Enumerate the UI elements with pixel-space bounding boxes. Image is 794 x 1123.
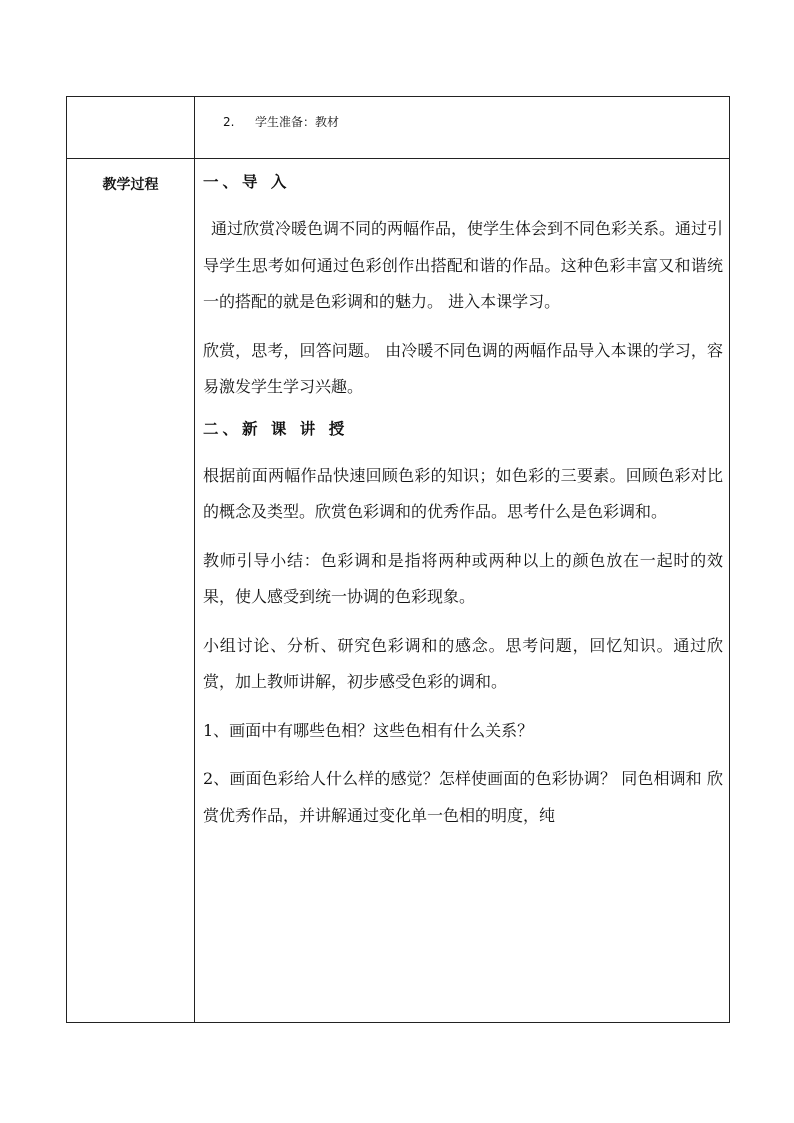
table-cell-prep [195,97,730,159]
prep-item-number: 2. [223,115,235,129]
table-cell-empty [67,97,195,159]
student-prep-line [223,113,729,130]
new-lesson-paragraph-3: 小组讨论、分析、研究色彩调和的感念。思考问题，回忆知识。通过欣赏，加上教师讲解，初步感受色彩的调和。 [203,635,723,691]
new-lesson-heading: 二、新 课 讲 授 [203,419,349,438]
intro-paragraph-1: 通过欣赏冷暖色调不同的两幅作品，使学生体会到不同色彩关系。通过引导学生思考如何通过色彩创作出搭配和谐的作品。这种色彩丰富又和谐统一的搭配的就是色彩调和的魅力。 进入本课学习。 [203,219,724,311]
question-1: 1、画面中有哪些色相？这些色相有什么关系？ [203,720,534,740]
lesson-plan-table [66,96,730,1023]
table-row [67,97,730,159]
table-cell-label [67,159,195,1023]
question-2: 2、画面色彩给人什么样的感觉？怎样使画面的色彩协调？ 同色相调和 欣赏优秀作品，并讲解通过变化单一色相的明度，纯 [203,769,723,825]
new-lesson-paragraph-1: 根据前面两幅作品快速回顾色彩的知识；如色彩的三要素。回顾色彩对比的概念及类型。欣赏色彩调和的优秀作品。思考什么是色彩调和。 [203,465,723,521]
teaching-process-label: 教学过程 [102,177,159,193]
table-cell-content [195,159,730,1023]
table-row [67,159,730,1023]
intro-paragraph-2: 欣赏，思考，回答问题。 由冷暖不同色调的两幅作品导入本课的学习，容易激发学生学习兴趣。 [203,340,723,396]
prep-item-text: 学生准备：教材 [255,115,340,129]
teaching-process-content [195,159,729,1021]
new-lesson-paragraph-2: 教师引导小结：色彩调和是指将两种或两种以上的颜色放在一起时的效果，使人感受到统一协调的色彩现象。 [203,550,723,606]
intro-heading: 一、导 入 [203,173,291,191]
